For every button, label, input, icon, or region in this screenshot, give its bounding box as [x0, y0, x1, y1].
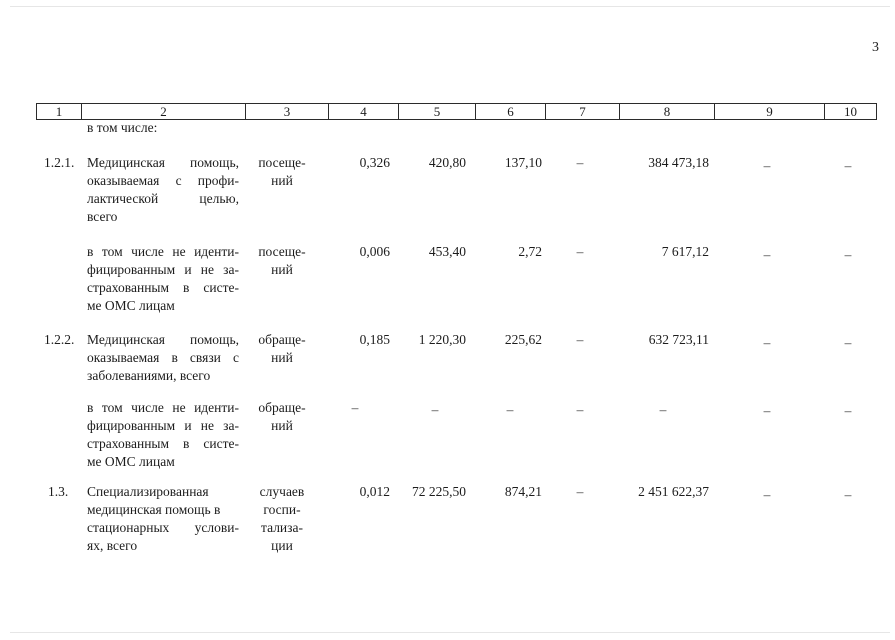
cell-col-4: 0,006	[359, 244, 390, 259]
row-description-line: оказываемая в связи с	[87, 350, 239, 365]
row-description	[87, 399, 239, 471]
row-number: 1.3.	[48, 484, 69, 499]
row-description-line: Медицинская помощь,	[87, 155, 239, 170]
row-unit-line: ции	[271, 538, 293, 553]
row-description-line: стационарных услови-	[87, 520, 239, 535]
cell-col-8: 7 617,12	[661, 244, 709, 259]
column-header-2: 2	[82, 104, 246, 120]
row-unit	[247, 483, 317, 555]
column-header-3: 3	[246, 104, 329, 120]
row-unit-line: ний	[271, 418, 293, 433]
row-unit	[247, 154, 317, 190]
row-description-line: оказываемая с профи-	[87, 173, 239, 188]
cell-col-5: 72 225,50	[412, 484, 466, 499]
row-description-line: страхованным в систе-	[87, 280, 239, 295]
row-unit	[247, 243, 317, 279]
row-unit-line: обраще-	[258, 400, 306, 415]
cell-col-4: 0,185	[359, 332, 390, 347]
row-description	[87, 331, 239, 385]
scan-edge-top	[10, 6, 890, 7]
row-unit-line: обраще-	[258, 332, 306, 347]
row-description-line: Специализированная	[87, 484, 209, 499]
cell-col-4: –	[351, 400, 359, 415]
page-number: 3	[872, 40, 879, 55]
row-description-line: Медицинская помощь,	[87, 332, 239, 347]
cell-col-6: 2,72	[518, 244, 542, 259]
cell-col-8: 2 451 622,37	[638, 484, 709, 499]
row-description	[87, 243, 239, 315]
cell-col-9: –	[763, 158, 771, 173]
row-unit-line: посеще-	[258, 155, 306, 170]
row-unit-line: случаев	[259, 484, 305, 499]
column-header-1: 1	[37, 104, 82, 120]
cell-col-7: –	[576, 244, 584, 259]
row-description	[87, 483, 239, 555]
cell-col-10: –	[844, 335, 852, 350]
cell-col-7: –	[576, 484, 584, 499]
cell-col-7: –	[576, 332, 584, 347]
intro-text: в том числе:	[87, 120, 158, 135]
cell-col-6: 874,21	[504, 484, 542, 499]
row-description-line: ях, всего	[87, 538, 138, 553]
column-header-7: 7	[546, 104, 620, 120]
row-description-line: в том числе не иденти-	[87, 400, 239, 415]
row-description-line: фицированным и не за-	[87, 418, 239, 433]
scan-edge-bottom	[10, 632, 890, 633]
row-unit-line: ний	[271, 173, 293, 188]
row-description-line: всего	[87, 209, 118, 224]
cell-col-6: 137,10	[504, 155, 542, 170]
row-description-line: ме ОМС лицам	[87, 298, 175, 313]
cell-col-8: –	[659, 402, 667, 417]
cell-col-6: 225,62	[504, 332, 542, 347]
cell-col-9: –	[763, 247, 771, 262]
cell-col-9: –	[763, 487, 771, 502]
column-header-9: 9	[715, 104, 825, 120]
cell-col-4: 0,326	[359, 155, 390, 170]
cell-col-9: –	[763, 403, 771, 418]
row-unit	[247, 331, 317, 367]
cell-col-10: –	[844, 487, 852, 502]
row-unit-line: тализа-	[261, 520, 303, 535]
row-description-line: ме ОМС лицам	[87, 454, 175, 469]
cell-col-4: 0,012	[359, 484, 390, 499]
row-number: 1.2.2.	[44, 332, 75, 347]
row-description-line: фицированным и не за-	[87, 262, 239, 277]
row-number: 1.2.1.	[44, 155, 75, 170]
row-description-line: в том числе не иденти-	[87, 244, 239, 259]
row-description-line: страхованным в систе-	[87, 436, 239, 451]
cell-col-5: 1 220,30	[418, 332, 466, 347]
column-header-6: 6	[476, 104, 546, 120]
cell-col-10: –	[844, 403, 852, 418]
column-header-4: 4	[329, 104, 399, 120]
row-description-line: медицинская помощь в	[87, 502, 221, 517]
cell-col-8: 384 473,18	[648, 155, 709, 170]
cell-col-10: –	[844, 247, 852, 262]
row-description	[87, 154, 239, 226]
cell-col-8: 632 723,11	[648, 332, 709, 347]
cell-col-6: –	[506, 402, 514, 417]
row-unit-line: госпи-	[263, 502, 301, 517]
row-unit	[247, 399, 317, 435]
cell-col-9: –	[763, 335, 771, 350]
row-unit-line: посеще-	[258, 244, 306, 259]
cell-col-5: –	[431, 402, 439, 417]
column-header-10: 10	[825, 104, 877, 120]
cell-col-5: 420,80	[428, 155, 466, 170]
cell-col-7: –	[576, 155, 584, 170]
row-description-line: заболеваниями, всего	[87, 368, 211, 383]
cell-col-5: 453,40	[428, 244, 466, 259]
cell-col-7: –	[576, 402, 584, 417]
cell-col-10: –	[844, 158, 852, 173]
row-unit-line: ний	[271, 350, 293, 365]
column-header-8: 8	[620, 104, 715, 120]
column-header-5: 5	[399, 104, 476, 120]
column-number-header	[36, 103, 877, 120]
row-description-line: лактической целью,	[87, 191, 239, 206]
row-unit-line: ний	[271, 262, 293, 277]
